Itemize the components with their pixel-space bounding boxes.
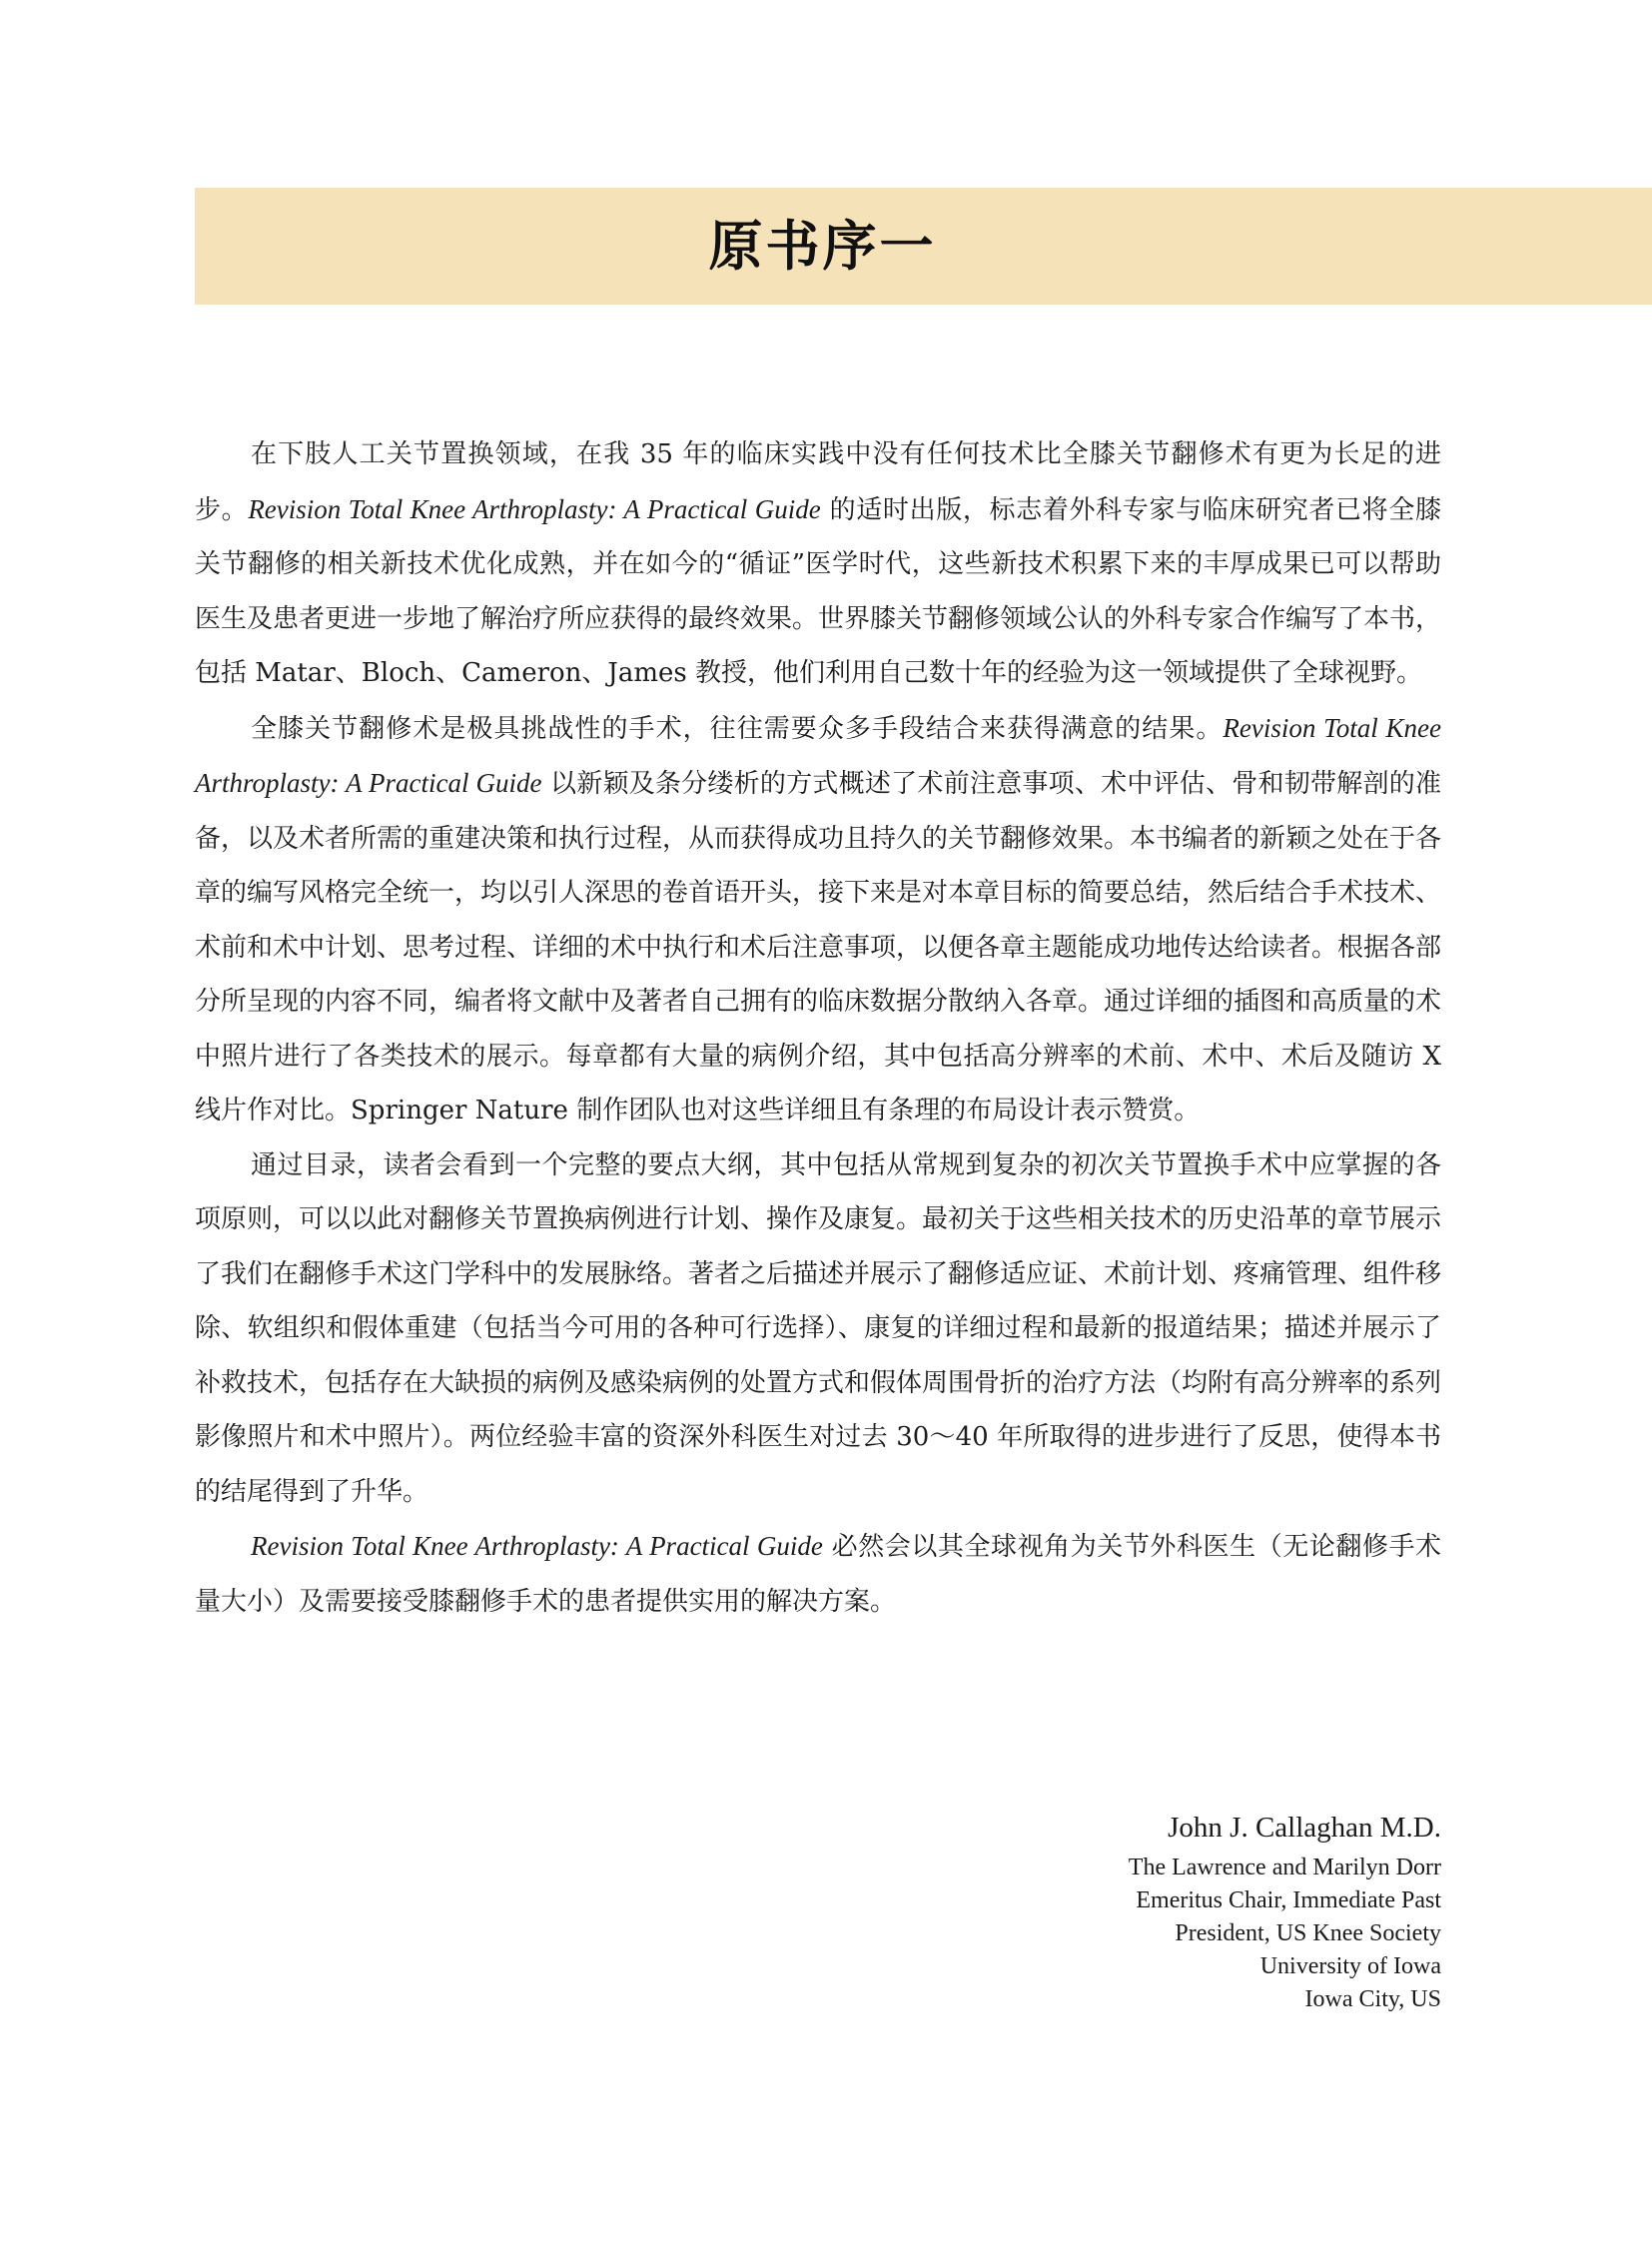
paragraph bbox=[195, 427, 1441, 701]
book-title-italic: Revision Total Knee Arthroplasty: A Practical Guide bbox=[195, 712, 1441, 798]
paragraph bbox=[195, 1138, 1441, 1520]
paragraph-text: 以新颖及条分缕析的方式概述了术前注意事项、术中评估、骨和韧带解剖的准备，以及术者所需的重建决策和执行过程，从而获得成功且持久的关节翻修效果。本书编者的新颖之处在于各章的编写风格完全统一，均以引人深思的卷首语开头，接下来是对本章目标的简要总结，然后结合手术技术、术前和术中计划、思考过程、详细的术中执行和术后注意事项，以便各章主题能成功地传达给读者。根据各部分所呈现的内容不同，编者将文献中及著者自己拥有的临床数据分散纳入各章。通过详细的插图和高质量的术中照片进行了各类技术的展示。每章都有大量的病例介绍，其中包括高分辨率的术前、术中、术后及随访 X 线片作对比。Springer Nature 制作团队也对这些详细且有条理的布局设计表示赞赏。 bbox=[195, 769, 1442, 1125]
paragraph bbox=[195, 701, 1441, 1138]
paragraph-text: 在下肢人工关节置换领域，在我 35 年的临床实践中没有任何技术比全膝关节翻修术有更为长足的进步。 bbox=[195, 439, 1441, 525]
paragraph-text: 的适时出版，标志着外科专家与临床研究者已将全膝关节翻修的相关新技术优化成熟，并在如今的“循证”医学时代，这些新技术积累下来的丰厚成果已可以帮助医生及患者更进一步地了解治疗所应获得的最终效果。世界膝关节翻修领域公认的外科专家合作编写了本书，包括 Matar、Bloch、Cameron、James 教授，他们利用自己数十年的经验为这一领域提供了全球视野。 bbox=[195, 494, 1442, 688]
paragraph bbox=[195, 1519, 1441, 1629]
author-affiliation-line: Emeritus Chair, Immediate Past bbox=[1136, 1887, 1441, 1913]
author-name: John J. Callaghan M.D. bbox=[1168, 1812, 1441, 1844]
author-affiliation-line: Iowa City, US bbox=[1304, 1986, 1441, 2012]
author-affiliation-line: President, US Knee Society bbox=[1175, 1920, 1441, 1946]
author-affiliation-line: The Lawrence and Marilyn Dorr bbox=[1128, 1855, 1441, 1880]
preface-body bbox=[195, 427, 1441, 1629]
book-title-italic: Revision Total Knee Arthroplasty: A Practical Guide bbox=[248, 493, 821, 524]
author-affiliation-line: University of Iowa bbox=[1259, 1953, 1441, 1979]
book-title-italic: Revision Total Knee Arthroplasty: A Practical Guide bbox=[251, 1531, 823, 1561]
paragraph-text: 通过目录，读者会看到一个完整的要点大纲，其中包括从常规到复杂的初次关节置换手术中应掌握的各项原则，可以以此对翻修关节置换病例进行计划、操作及康复。最初关于这些相关技术的历史沿革的章节展示了我们在翻修手术这门学科中的发展脉络。著者之后描述并展示了翻修适应证、术前计划、疼痛管理、组件移除、软组织和假体重建（包括当今可用的各种可行选择）、康复的详细过程和最新的报道结果；描述并展示了补救技术，包括存在大缺损的病例及感染病例的处置方式和假体周围骨折的治疗方法（均附有高分辨率的系列影像照片和术中照片）。两位经验丰富的资深外科医生对过去 30～40 年所取得的进步进行了反思，使得本书的结尾得到了升华。 bbox=[195, 1149, 1442, 1507]
page-title: 原书序一 bbox=[708, 214, 937, 278]
paragraph-text: 必然会以其全球视角为关节外科医生（无论翻修手术量大小）及需要接受膝翻修手术的患者提供实用的解决方案。 bbox=[195, 1532, 1442, 1617]
signature-block bbox=[1129, 1806, 1441, 2016]
title-band bbox=[195, 188, 1652, 305]
paragraph-text: 全膝关节翻修术是极具挑战性的手术，往往需要众多手段结合来获得满意的结果。 bbox=[251, 713, 1224, 744]
